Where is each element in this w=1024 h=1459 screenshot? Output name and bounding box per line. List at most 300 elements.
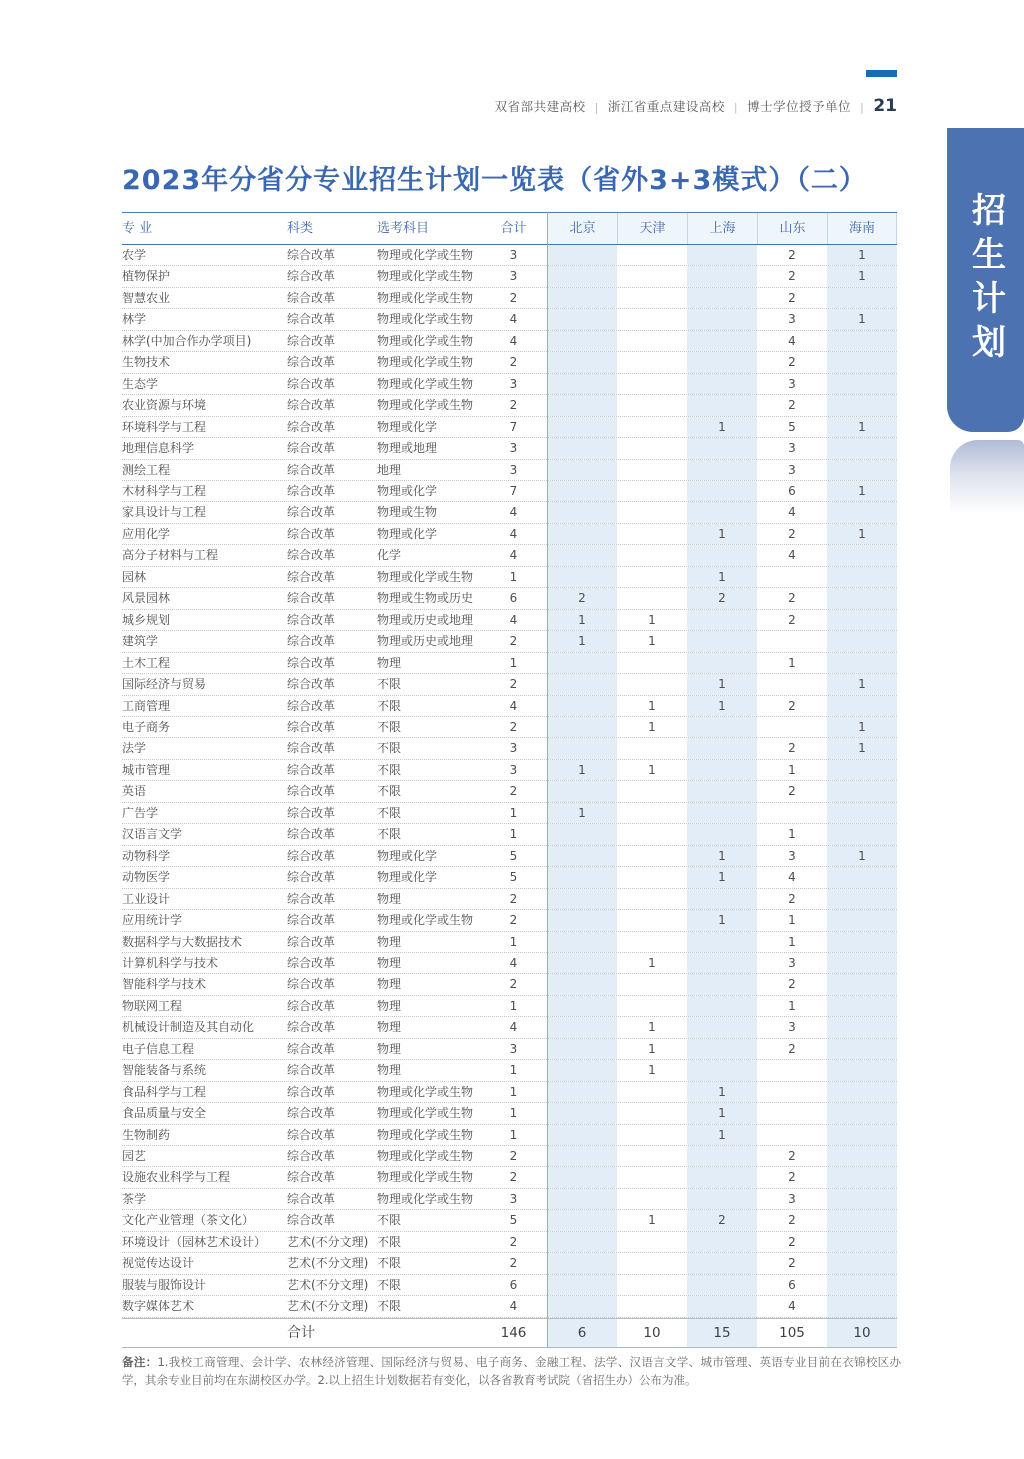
cell-hainan — [827, 803, 897, 823]
cell-subjects: 不限 — [377, 1277, 402, 1292]
cell-category: 综合改革 — [287, 1106, 336, 1121]
cell-shandong: 2 — [788, 891, 796, 906]
cell-tianjin — [617, 309, 687, 329]
cell-major: 电子商务 — [122, 719, 171, 734]
cell-shandong: 6 — [788, 1277, 796, 1292]
col-header-shandong: 山东 — [757, 213, 827, 244]
cell-major: 建筑学 — [122, 634, 159, 649]
cell-shanghai — [687, 545, 757, 565]
cell-shandong: 4 — [788, 505, 796, 520]
cell-shanghai — [687, 1232, 757, 1252]
table-row — [122, 1232, 897, 1253]
cell-shandong: 2 — [788, 1234, 796, 1249]
cell-tianjin — [617, 502, 687, 522]
cell-shanghai — [687, 1039, 757, 1059]
cell-beijing — [547, 1232, 617, 1252]
cell-major: 视觉传达设计 — [122, 1256, 195, 1271]
table-row — [122, 824, 897, 845]
cell-total: 1 — [509, 1084, 518, 1099]
cell-tianjin — [617, 481, 687, 501]
total-spacer — [122, 1319, 287, 1347]
table-row — [122, 738, 897, 759]
cell-category: 综合改革 — [287, 290, 336, 305]
cell-shanghai — [687, 1189, 757, 1209]
cell-total: 2 — [509, 1256, 518, 1271]
cell-hainan — [827, 288, 897, 308]
cell-subjects: 不限 — [377, 1213, 402, 1228]
cell-tianjin — [617, 438, 687, 458]
cell-shanghai — [687, 824, 757, 844]
cell-category: 综合改革 — [287, 1149, 336, 1164]
cell-shanghai — [687, 781, 757, 801]
cell-shandong: 3 — [788, 441, 796, 456]
cell-subjects: 物理或化学或生物 — [377, 1106, 474, 1121]
cell-hainan — [827, 696, 897, 716]
cell-shandong: 3 — [788, 1020, 796, 1035]
cell-total: 3 — [509, 741, 518, 756]
cell-total: 3 — [509, 248, 518, 262]
cell-beijing: 1 — [547, 760, 617, 780]
cell-category: 综合改革 — [287, 1020, 336, 1035]
cell-beijing — [547, 653, 617, 673]
cell-shanghai: 1 — [687, 674, 757, 694]
cell-hainan — [827, 1060, 897, 1080]
cell-tianjin — [617, 738, 687, 758]
cell-category: 综合改革 — [287, 655, 336, 670]
cell-shanghai: 1 — [687, 1082, 757, 1102]
table-row — [122, 760, 897, 781]
cell-major: 植物保护 — [122, 269, 171, 284]
cell-shanghai — [687, 932, 757, 952]
cell-subjects: 物理或化学或生物 — [377, 290, 474, 305]
cell-category: 综合改革 — [287, 312, 336, 327]
table-row — [122, 867, 897, 888]
cell-beijing — [547, 996, 617, 1016]
cell-shandong: 1 — [788, 655, 796, 670]
cell-tianjin — [617, 932, 687, 952]
cell-shanghai: 1 — [687, 417, 757, 437]
cell-total: 3 — [509, 1191, 518, 1206]
table-row — [122, 1082, 897, 1103]
table-row — [122, 502, 897, 523]
cell-shandong: 2 — [788, 526, 796, 541]
cell-total: 2 — [509, 719, 518, 734]
cell-shanghai: 2 — [687, 1210, 757, 1230]
cell-subjects: 不限 — [377, 741, 402, 756]
cell-major: 食品质量与安全 — [122, 1106, 207, 1121]
cell-total: 4 — [509, 548, 518, 563]
cell-category: 综合改革 — [287, 441, 336, 456]
table-row — [122, 1296, 897, 1317]
cell-subjects: 物理或化学或生物 — [377, 333, 474, 348]
cell-total: 7 — [509, 419, 518, 434]
cell-major: 地理信息科学 — [122, 441, 195, 456]
cell-shandong: 2 — [788, 698, 796, 713]
cell-subjects: 物理或化学 — [377, 870, 438, 885]
cell-category: 综合改革 — [287, 483, 336, 498]
cell-major: 智慧农业 — [122, 290, 171, 305]
cell-total: 1 — [509, 1106, 518, 1121]
cell-beijing — [547, 1167, 617, 1187]
table-row — [122, 889, 897, 910]
table-row — [122, 374, 897, 395]
cell-hainan: 1 — [827, 846, 897, 866]
cell-shandong: 2 — [788, 1256, 796, 1271]
cell-beijing — [547, 974, 617, 994]
cell-category: 综合改革 — [287, 677, 336, 692]
table-row — [122, 1039, 897, 1060]
cell-tianjin: 1 — [648, 1041, 656, 1056]
cell-total: 5 — [509, 848, 518, 863]
cell-beijing — [547, 374, 617, 394]
cell-shanghai — [687, 374, 757, 394]
cell-subjects: 物理或化学或生物 — [377, 355, 474, 370]
cell-shandong: 2 — [788, 1170, 796, 1185]
table-row — [122, 674, 897, 695]
cell-tianjin — [617, 460, 687, 480]
cell-subjects: 物理或化学或生物 — [377, 913, 474, 928]
cell-subjects: 物理 — [377, 955, 402, 970]
cell-beijing — [547, 524, 617, 544]
cell-category: 综合改革 — [287, 870, 336, 885]
cell-beijing — [547, 1275, 617, 1295]
cell-shanghai — [687, 1060, 757, 1080]
cell-hainan — [827, 1082, 897, 1102]
table-row — [122, 545, 897, 566]
cell-hainan — [827, 502, 897, 522]
cell-category: 综合改革 — [287, 848, 336, 863]
total-tianjin: 10 — [643, 1324, 661, 1341]
cell-hainan — [827, 545, 897, 565]
cell-major: 林学 — [122, 312, 147, 327]
cell-tianjin — [617, 824, 687, 844]
cell-subjects: 不限 — [377, 1234, 402, 1249]
cell-subjects: 物理或地理 — [377, 441, 438, 456]
cell-beijing — [547, 1210, 617, 1230]
cell-tianjin — [617, 996, 687, 1016]
cell-major: 农业资源与环境 — [122, 398, 207, 413]
cell-category: 综合改革 — [287, 977, 336, 992]
total-label: 合计 — [287, 1324, 315, 1341]
cell-category: 综合改革 — [287, 462, 336, 477]
cell-category: 综合改革 — [287, 913, 336, 928]
section-tab-label: 招生计划 — [965, 192, 1006, 368]
table-total-row — [122, 1318, 897, 1348]
cell-beijing — [547, 438, 617, 458]
cell-shanghai: 1 — [687, 867, 757, 887]
cell-subjects: 物理 — [377, 1020, 402, 1035]
cell-tianjin — [617, 867, 687, 887]
cell-category: 综合改革 — [287, 891, 336, 906]
cell-shanghai: 1 — [687, 567, 757, 587]
cell-tianjin — [617, 846, 687, 866]
cell-hainan: 1 — [827, 417, 897, 437]
cell-total: 4 — [509, 312, 518, 327]
cell-major: 英语 — [122, 784, 147, 799]
cell-tianjin: 1 — [648, 719, 656, 734]
table-row — [122, 1253, 897, 1274]
cell-category: 综合改革 — [287, 698, 336, 713]
cell-hainan — [827, 331, 897, 351]
cell-subjects: 不限 — [377, 805, 402, 820]
cell-shanghai — [687, 996, 757, 1016]
cell-tianjin: 1 — [648, 955, 656, 970]
badge-text: 浙江省重点建设高校 — [607, 99, 725, 114]
cell-major: 家具设计与工程 — [122, 505, 207, 520]
cell-subjects: 物理或生物或历史 — [377, 591, 474, 606]
cell-major: 智能科学与技术 — [122, 977, 207, 992]
cell-shanghai — [687, 1017, 757, 1037]
cell-shandong: 4 — [788, 548, 796, 563]
cell-major: 工商管理 — [122, 698, 171, 713]
admission-plan-table — [122, 212, 897, 1348]
cell-subjects: 物理或化学或生物 — [377, 1170, 474, 1185]
cell-subjects: 物理或化学或生物 — [377, 1127, 474, 1142]
cell-beijing — [547, 545, 617, 565]
cell-hainan — [827, 824, 897, 844]
table-row — [122, 696, 897, 717]
cell-major: 文化产业管理（茶文化） — [122, 1213, 255, 1228]
cell-total: 4 — [509, 526, 518, 541]
cell-hainan — [827, 610, 897, 630]
cell-beijing — [547, 288, 617, 308]
page-number: 21 — [873, 96, 897, 116]
cell-tianjin — [617, 1296, 687, 1316]
divider: | — [860, 101, 865, 114]
cell-major: 法学 — [122, 741, 147, 756]
cell-category: 综合改革 — [287, 526, 336, 541]
table-row — [122, 932, 897, 953]
cell-hainan — [827, 932, 897, 952]
table-row — [122, 1146, 897, 1167]
cell-category: 综合改革 — [287, 934, 336, 949]
cell-subjects: 不限 — [377, 827, 402, 842]
cell-hainan — [827, 1125, 897, 1145]
cell-category: 综合改革 — [287, 355, 336, 370]
cell-shanghai — [687, 889, 757, 909]
cell-beijing — [547, 781, 617, 801]
cell-shandong: 1 — [788, 998, 796, 1013]
cell-hainan — [827, 374, 897, 394]
cell-shanghai: 1 — [687, 696, 757, 716]
cell-hainan — [827, 588, 897, 608]
cell-hainan: 1 — [827, 524, 897, 544]
cell-major: 机械设计制造及其自动化 — [122, 1020, 255, 1035]
cell-tianjin — [617, 331, 687, 351]
total-shanghai: 15 — [687, 1319, 757, 1347]
cell-hainan — [827, 974, 897, 994]
cell-tianjin — [617, 1253, 687, 1273]
cell-hainan: 1 — [827, 481, 897, 501]
cell-shandong: 2 — [788, 1041, 796, 1056]
cell-hainan: 1 — [827, 245, 897, 265]
col-header-major: 专 业 — [122, 221, 153, 236]
table-row — [122, 1210, 897, 1231]
cell-beijing — [547, 266, 617, 286]
table-header-row — [122, 212, 897, 245]
table-row — [122, 245, 897, 266]
cell-shandong — [757, 567, 827, 587]
cell-tianjin — [617, 545, 687, 565]
cell-category: 综合改革 — [287, 333, 336, 348]
cell-major: 生物制药 — [122, 1127, 171, 1142]
cell-major: 计算机科学与技术 — [122, 955, 219, 970]
cell-tianjin — [617, 1103, 687, 1123]
cell-shandong: 2 — [788, 355, 796, 370]
table-row — [122, 481, 897, 502]
page-title: 2023年分省分专业招生计划一览表（省外3+3模式）（二） — [122, 165, 867, 196]
cell-shandong: 1 — [788, 934, 796, 949]
table-row — [122, 567, 897, 588]
cell-total: 1 — [509, 827, 518, 842]
table-row — [122, 309, 897, 330]
cell-major: 工业设计 — [122, 891, 171, 906]
cell-total: 1 — [509, 998, 518, 1013]
cell-major: 高分子材料与工程 — [122, 548, 219, 563]
cell-shanghai — [687, 1275, 757, 1295]
cell-beijing — [547, 889, 617, 909]
table-row — [122, 910, 897, 931]
cell-major: 汉语言文学 — [122, 827, 183, 842]
cell-shanghai — [687, 1253, 757, 1273]
cell-beijing — [547, 696, 617, 716]
cell-hainan — [827, 781, 897, 801]
cell-hainan — [827, 1103, 897, 1123]
cell-shanghai — [687, 738, 757, 758]
cell-total: 6 — [509, 591, 518, 606]
cell-beijing — [547, 417, 617, 437]
cell-total: 2 — [509, 977, 518, 992]
cell-category: 综合改革 — [287, 1213, 336, 1228]
table-row — [122, 352, 897, 373]
cell-hainan — [827, 953, 897, 973]
cell-subjects: 物理或化学或生物 — [377, 376, 474, 391]
cell-shandong: 2 — [788, 269, 796, 284]
cell-category: 综合改革 — [287, 548, 336, 563]
table-row — [122, 996, 897, 1017]
cell-total: 2 — [509, 913, 518, 928]
cell-total: 2 — [509, 1170, 518, 1185]
section-tab-reflection — [950, 440, 1024, 514]
cell-subjects: 物理或化学 — [377, 848, 438, 863]
cell-beijing — [547, 1296, 617, 1316]
cell-total: 3 — [509, 441, 518, 456]
cell-hainan — [827, 653, 897, 673]
cell-subjects: 物理或生物 — [377, 505, 438, 520]
cell-beijing — [547, 1017, 617, 1037]
cell-beijing — [547, 1125, 617, 1145]
cell-shandong — [757, 1082, 827, 1102]
divider: | — [594, 101, 599, 114]
cell-total: 5 — [509, 870, 518, 885]
cell-category: 综合改革 — [287, 634, 336, 649]
cell-shanghai: 1 — [687, 910, 757, 930]
cell-category: 艺术(不分文理) — [287, 1299, 369, 1314]
cell-shandong: 4 — [788, 1299, 796, 1314]
cell-major: 电子信息工程 — [122, 1041, 195, 1056]
cell-total: 4 — [509, 1020, 518, 1035]
cell-major: 茶学 — [122, 1191, 147, 1206]
cell-total: 2 — [509, 891, 518, 906]
cell-shanghai — [687, 288, 757, 308]
cell-tianjin — [617, 674, 687, 694]
table-row — [122, 1060, 897, 1081]
cell-tianjin — [617, 352, 687, 372]
cell-major: 土木工程 — [122, 655, 171, 670]
cell-shandong: 3 — [788, 312, 796, 327]
cell-shandong: 2 — [788, 591, 796, 606]
cell-shandong — [757, 717, 827, 737]
cell-beijing — [547, 245, 617, 265]
cell-hainan — [827, 1017, 897, 1037]
cell-tianjin — [617, 1082, 687, 1102]
cell-beijing — [547, 1146, 617, 1166]
table-row — [122, 781, 897, 802]
cell-hainan — [827, 1039, 897, 1059]
cell-subjects: 物理或化学或生物 — [377, 569, 474, 584]
cell-hainan — [827, 1275, 897, 1295]
cell-shanghai — [687, 245, 757, 265]
cell-shandong: 4 — [788, 870, 796, 885]
cell-major: 动物科学 — [122, 848, 171, 863]
cell-category: 综合改革 — [287, 376, 336, 391]
cell-shanghai — [687, 953, 757, 973]
cell-beijing — [547, 352, 617, 372]
total-overall: 146 — [500, 1324, 527, 1341]
cell-tianjin — [617, 395, 687, 415]
cell-total: 2 — [509, 634, 518, 649]
cell-subjects: 化学 — [377, 548, 402, 563]
cell-tianjin: 1 — [648, 1213, 656, 1228]
table-row — [122, 331, 897, 352]
table-row — [122, 1125, 897, 1146]
cell-beijing — [547, 932, 617, 952]
cell-total: 2 — [509, 290, 518, 305]
cell-hainan: 1 — [827, 266, 897, 286]
cell-beijing: 2 — [547, 588, 617, 608]
cell-tianjin: 1 — [648, 698, 656, 713]
cell-shandong: 5 — [788, 419, 796, 434]
cell-tianjin — [617, 1125, 687, 1145]
cell-category: 综合改革 — [287, 569, 336, 584]
cell-category: 综合改革 — [287, 591, 336, 606]
total-hainan: 10 — [827, 1319, 897, 1347]
cell-tianjin — [617, 1275, 687, 1295]
cell-beijing — [547, 309, 617, 329]
cell-total: 5 — [509, 1213, 518, 1228]
cell-shandong — [757, 674, 827, 694]
cell-category: 综合改革 — [287, 1127, 336, 1142]
cell-total: 7 — [509, 483, 518, 498]
cell-subjects: 物理或化学或生物 — [377, 1149, 474, 1164]
table-row — [122, 1189, 897, 1210]
cell-subjects: 不限 — [377, 698, 402, 713]
cell-major: 园林 — [122, 569, 147, 584]
cell-beijing — [547, 717, 617, 737]
cell-shanghai — [687, 460, 757, 480]
table-row — [122, 1275, 897, 1296]
cell-shandong: 2 — [788, 784, 796, 799]
cell-total: 4 — [509, 1299, 518, 1314]
cell-major: 环境设计（园林艺术设计） — [122, 1234, 267, 1249]
cell-shandong: 3 — [788, 955, 796, 970]
total-beijing: 6 — [547, 1319, 617, 1347]
cell-total: 1 — [509, 805, 518, 820]
cell-category: 综合改革 — [287, 805, 336, 820]
cell-hainan — [827, 567, 897, 587]
cell-major: 园艺 — [122, 1149, 147, 1164]
table-row — [122, 460, 897, 481]
